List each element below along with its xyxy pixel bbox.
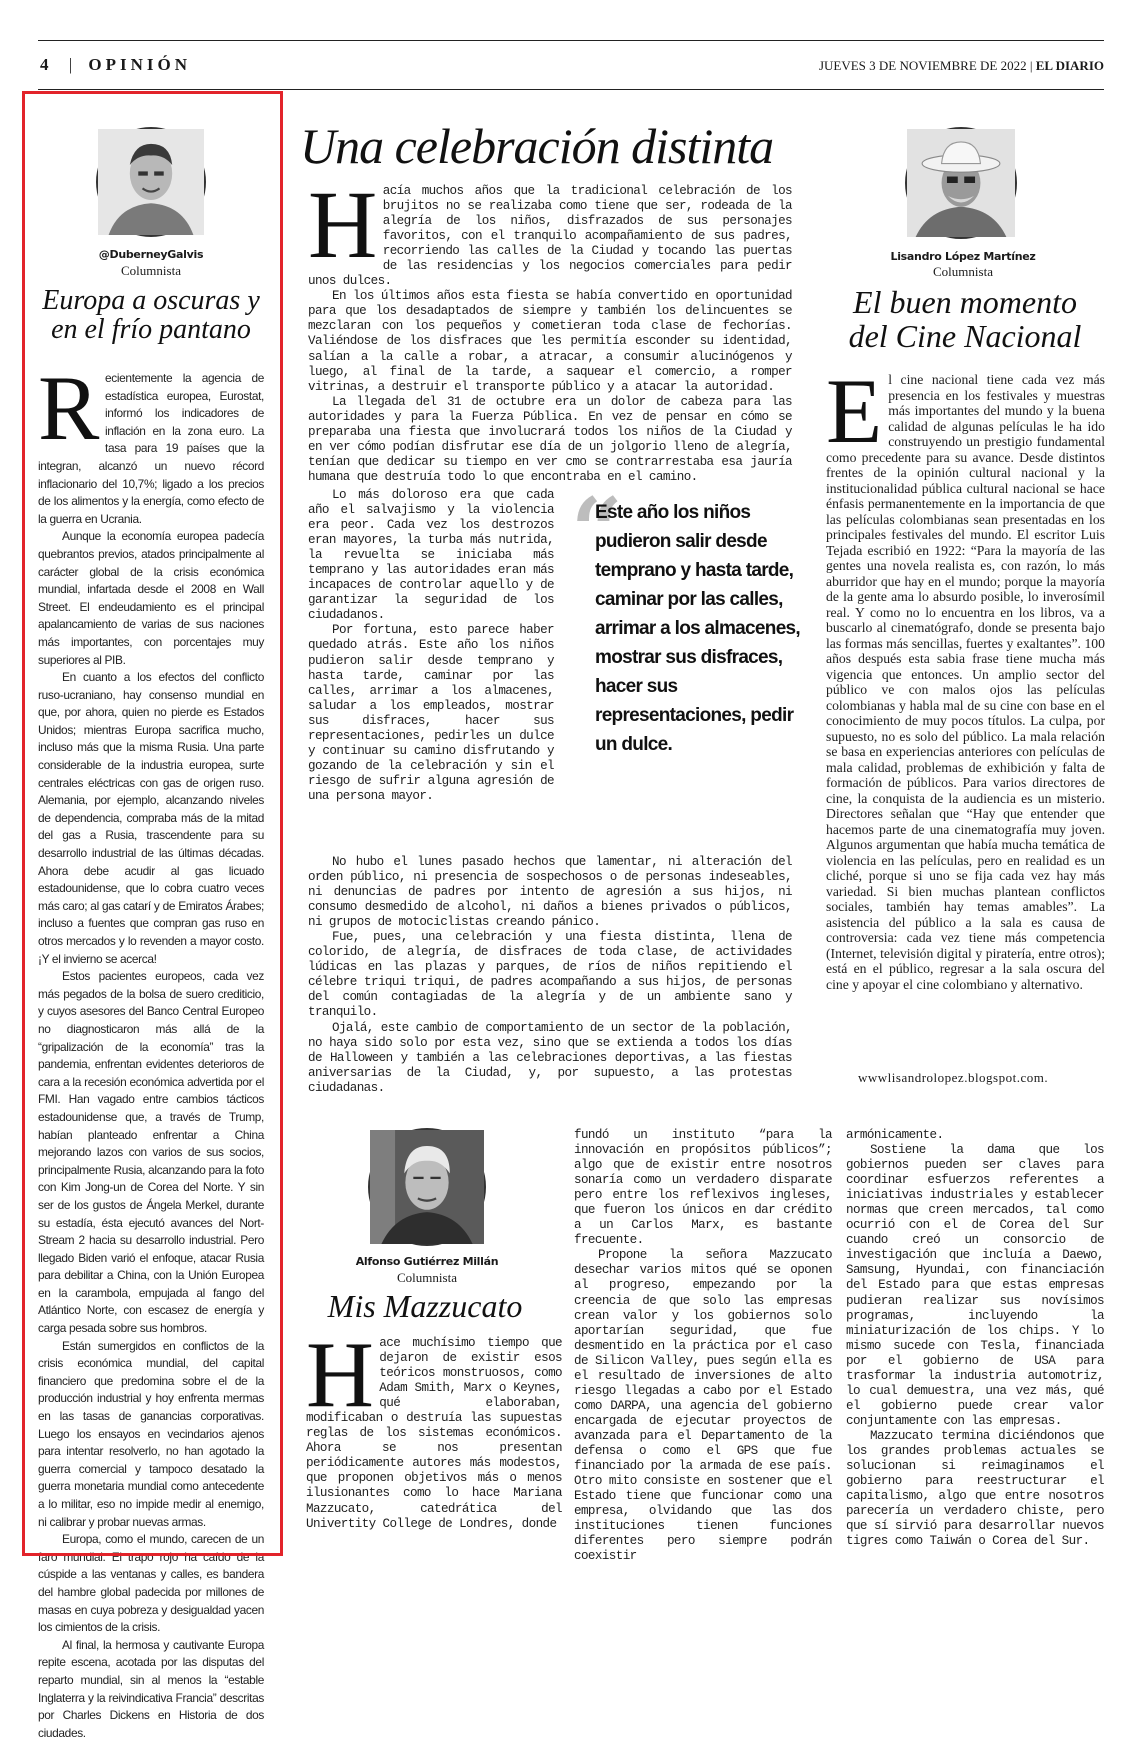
dropcap-e: E — [826, 360, 883, 462]
byline-author: Alfonso Gutiérrez Millán — [355, 1255, 499, 1268]
paragraph: Estos pacientes europeos, cada vez más pegados de la bolsa de suero crediticio, y cuyos asesores del Banco Central Europeo no diagnosticaron más allá de la “gripalización de la economía” tras la pandemia, enfrentan evidentes deterioros de cara a la recesión económica advertida por el FMI. Han vagado entre cambios tácticos estadounidense que, a través de Trump, habían planteado enfrentar a China mejorando lazos con varios de sus socios, principalmente Rusia, alcanzando para la foto con Kim Jong-un de Corea del Norte. Y sin ser de los gustos de Ángela Merkel, durante su estadía, ésta ejecutó avances del Nort-Stream 2 hacia su desarrollo industrial. Pero llegado Biden varió el enfoque, atacar Rusia para debilitar a China, con la Unión Europea en la carambola, empujada al fango del Atlántico Norte, con escasez de energía y carga pesada sobre sus hombros. — [38, 969, 264, 1336]
byline-role: Columnista — [933, 264, 993, 279]
portrait-older-man-icon — [370, 1130, 484, 1244]
paragraph: En cuanto a los efectos del conflicto ruso-ucraniano, hay consenso mundial en que, por ahora, quien no pierde es Estados Unidos; mientras Europa sacrifica mucho, incluso más que la misma Rusia. Una parte considerable de la industria europea, surte centrales eléctricas con gas de origen ruso. Alemania, por ejemplo, alcanzando niveles de dependencia, compraba más de la mitad del gas a Rusia, trascendente para su desarrollo industrial de las últimas décadas. Ahora debe acudir al gas licuado estadounidense, que lo cobra cuatro veces más caro; al gas catarí y de Emiratos Árabes; incluso a fuentes que compran gas ruso en otros mercados y lo revenden a mayor costo. ¡Y el invierno se acerca! — [38, 670, 264, 966]
page-section-label — [40, 55, 191, 75]
paragraph: armónicamente. — [846, 1128, 944, 1142]
article-body-mazzucato-col1 — [306, 1323, 562, 1558]
paragraph: Fue, pues, una celebración y una fiesta distinta, llena de colorido, de alegría, de disfraces de toda clase, de actividades lúdicas en las plazas y parques, de ríos de niños repitiendo el célebre triqui triqui, de padres acompañando a sus hijos, de personas del común contagiadas de la alegría y de un ambiente sano y tranquilo. — [308, 930, 792, 1020]
paragraph: La llegada del 31 de octubre era un dolor de cabeza para las autoridades y para la Fuerza Pública. En vez de pensar en cómo se preparaba una fiesta que involucrará todos los niños de la Ciudad y en ver cómo podían disfrutar ese día de un jolgorio lleno de alegría, tenían que dedicar su tiempo en ver cmo se contrarrestaba esa jauría humana que destruía todo lo que encontraba en el camino. — [308, 394, 792, 484]
article-body-celebracion-bottom — [308, 855, 792, 1093]
byline-author: @DuberneyGalvis — [98, 248, 204, 261]
byline-role: Columnista — [397, 1270, 457, 1285]
dropcap-h: H — [308, 171, 377, 278]
paragraph: Ojalá, este cambio de comportamiento de un sector de la población, no haya sido solo por esta vez, sino que se extienda a todos los días de Halloween y también a las celebraciones deportivas, a las fiestas aniversarias de la Ciudad, y, por supuesto, a las protestas ciudadanas. — [308, 1020, 792, 1095]
paragraph: ecientemente la agencia de estadística europea, Eurostat, informó los indicadores de inflación en la zona euro. La tasa para 19 países que la integran, alcanzó un nuevo récord inflacionario del 10,7%; ligado a los precios de los alimentos y la energía, como efecto de la guerra en Ucrania. — [38, 371, 264, 526]
paragraph: Propone la señora Mazzucato desechar varios mitos qué se oponen al progreso, empezando por la creencia de que solo las empresas crean valor y los gobiernos solo aportarían seguridad, que fue desmentido en la práctica por el caso de Silicon Valley, pues según ella es el resultado de inversiones de alto riesgo llegadas a cabo por el Estado como DARPA, una agencia del gobierno encargada de ejecutar proyectos de avanzada para el Departamento de la defensa o como el GPS que fue financiado por la armada de ese país. Otro mito consiste en sostener que el Estado tiene que funcionar como una empresa, olvidando que las dos instituciones tienen funciones diferentes pero siempre podrán coexistir — [574, 1248, 832, 1564]
newspaper-name: EL DIARIO — [1035, 58, 1104, 73]
header-separator: | — [68, 55, 73, 74]
paragraph: Europa, como el mundo, carecen de un faro mundial. El trapo rojo ha caído de la cúspide a las ventanas y calles, es bandera del hambre global padecida por millones de masas en cuya pobreza y desigualdad yacen los cimientos de la crisis. — [38, 1532, 264, 1635]
paragraph: Están sumergidos en conflictos de la crisis económica mundial, del capital financiero que predomina sobre el de la producción industrial y hoy enfrenta mermas en las tasas de ganancias corporativas. Luego los ensayos en vecindarios ajenos para intentar resolverlo, no han agotado la guerra comercial y tampoco desatado la guerra monetaria mundial como antecedente a lo militar, eso no impide medir al enemigo, ni calibrar y probar nuevas armas. — [38, 1338, 264, 1529]
section-name: OPINIÓN — [88, 55, 192, 74]
paragraph: No hubo el lunes pasado hechos que lamentar, ni alteración del orden público, ni presencia de sospechosos o de personas indeseables, ni denuncias de padres por intento de agresión a sus hijos, ni consumo desmedido de alcohol, ni daños a bienes privados o públicos, ni grupos de motociclistas creando pánico. — [308, 855, 792, 930]
pull-quote — [565, 478, 810, 792]
article-body-mazzucato-col3 — [846, 1128, 1104, 1558]
quote-mark-icon: “ — [571, 478, 623, 584]
paragraph: Al final, la hermosa y cautivante Europa repite escena, acotada por las disputas del reparto mundial, sin al menos la “estable Inglaterra y la reivindicativa Francia” descritas por Charles Dickens en Historia de dos ciudades. — [38, 1637, 264, 1740]
byline-author: Lisandro López Martínez — [890, 250, 1036, 263]
page-header — [38, 40, 1104, 90]
article-body-celebracion-narrow — [308, 488, 554, 826]
paragraph: l cine nacional tiene cada vez más presencia en los festivales y muestras más importantes del mundo y la buena calidad de algunas películas le ha ido construyendo un prestigio fundamental como precedente para su avance. Desde distintos frentes de la opinión cultural nacional y la institucionalidad pública cultural nacional se hace énfasis permanentemente en la importancia de que las películas colombianas sean presentadas en los principales festivales del mundo. El escritor Luis Tejada escribió en 1922: “Para la mayoría de las gentes una novela realista es, con razón, lo más aburridor que hay en el mundo; porque la mayoría de la gente ama lo absurdo posible, lo inverosímil real. Y como no lo encuentra en los libros, va a buscarlo al cinematógrafo, donde se presenta bajo las formas más sencillas, fuertes y exaltantes”. 100 años después esta sabia frase tiene mucha más vigencia que entonces. Un amplio sector del público ve con malos ojos las películas colombianas y habla mal de su cine con base en el conocimiento de muy pocos títulos. La culpa, por supuesto, no es solo del público. La mala relación se basa en experiencias anteriores con películas de mala calidad, problemas de exhibición y falta de formación de públicos. Para varios directores de cine, la conquista de la audiencia es un misterio. Directores señalan que “Hay que entender que hacemos parte de una cinematografía muy joven. Algunos argumentan que había mucha temática de violencia en las películas, pero en realidad es un cliché, porque si uno se fija cada vez hay más variedad. Si bien muchas plantean conflictos sociales, también hay temas amables”. La asistencia del público a la sala es causa de controversia: cada vez tiene más competencia (Internet, televisión digital y piratería, entre otros); está en el público, regresar a la sala oscura del cine y apoyar el cine colombiano y alternativo. — [826, 372, 1105, 992]
selection-highlight-frame — [22, 91, 283, 1556]
article-body-cine — [826, 360, 1105, 1067]
paragraph: ace muchísimo tiempo que dejaron de existir esos teóricos monstruosos, como Adam Smith, Marx o Keynes, qué elaboraban, modificaban o destruía las supuestas reglas de los sistemas económicos. Ahora se nos presentan periódicamente autores más modestos, que proponen objetivos más o menos ilusionantes como lo hace Mariana Mazzucato, catedrática del Univertity College de Londres, donde — [306, 1336, 562, 1531]
avatar-alfonso-gutierrez — [368, 1128, 486, 1246]
article-title-europa: Europa a oscuras y en el frío pantano — [42, 285, 260, 346]
article-title-mazzucato: Mis Mazzucato — [327, 1288, 523, 1324]
date-separator: | — [1029, 58, 1033, 73]
paragraph: Por fortuna, esto parece haber quedado atrás. Este año los niños pudieron salir desde temprano y hasta tarde, caminar por las calles, arrimar a los almacenes, saludar a los empleados, mostrar sus disfraces, hacer sus representaciones, pedirles un dulce y continuar su camino disfrutando y gozando de la celebración y sin el riesgo de sufrir alguna agresión de una persona mayor. — [308, 623, 554, 803]
avatar-lisandro-lopez — [905, 127, 1017, 239]
paragraph: Sostiene la dama que los gobiernos pueden ser claves para coordinar esfuerzos referentes a iniciativas industriales y establecer normas que creen mercados, tal como ocurrió con el de Corea del Sur cuando creó un consorcio de investigación que incluía a Daewo, Samsung, Hyundai, con financiación del Estado para que estas empresas pudieran realizar sus novísimos programas, incluyendo la miniaturización de los chips. Y lo mismo sucede con Tesla, financiada por el gobierno de USA para trasformar la industria automotriz, lo cual demuestra, una vez más, qué el gobierno puede crear valor conjuntamente con las empresas. — [846, 1143, 1104, 1428]
article-title-cine: El buen momento del Cine Nacional — [848, 284, 1082, 354]
paragraph: fundó un instituto “para la innovación en propósitos públicos”; algo que de existir entre nosotros sonaría como un verdadero disparate pero entre los reflexivos ingleses, que fueron los únicos en dar crédito a un Carlos Marx, es bastante frecuente. — [574, 1128, 832, 1248]
byline-role: Columnista — [121, 263, 181, 278]
portrait-man-hat-icon — [907, 129, 1015, 237]
author-blog-link[interactable]: wwwlisandrolopez.blogspot.com. — [858, 1070, 1049, 1085]
page-number: 4 — [40, 55, 53, 74]
article-title-celebracion: Una celebración distinta — [300, 118, 774, 174]
issue-date: JUEVES 3 DE NOVIEMBRE DE 2022 — [818, 58, 1027, 73]
paragraph: Mazzucato termina diciéndonos que los grandes problemas actuales se solucionan si reimaginamos el gobierno para reestructurar el capitalismo, algo que entre nosotros parecería un verdadero chiste, pero que sí sirvió para desarrollar nuevos tigres como Taiwán o Corea del Sur. — [846, 1428, 1104, 1549]
article-body-celebracion-top — [308, 171, 792, 484]
paragraph: acía muchos años que la tradicional celebración de los brujitos no se realizaba como tiene que ser, rodeada de la alegría de los niños, disfrazados de sus personajes favoritos, con el tranquilo acompañamiento de sus padres, recorriendo las calles de la Ciudad y tocando las puertas de las residencias y los negocios comerciales para pedir unos dulces. — [308, 184, 792, 289]
article-body-mazzucato-col2 — [574, 1128, 832, 1564]
pull-quote-text: Este año los niños pudieron salir desde temprano y hasta tarde, caminar por las calles, arrimar a los almacenes, mostrar sus disfraces, hacer sus representaciones, pedir un dulce. — [595, 502, 801, 755]
paragraph: Lo más doloroso era que cada año el salvajismo y la violencia era peor. Cada vez los destrozos eran mayores, la turba más nutrida, la revuelta se iniciaba más temprano y las autoridades eran más incapaces de controlar aquello y de garantizar la seguridad de los ciudadanos. — [308, 488, 554, 623]
paragraph: En los últimos años esta fiesta se había convertido en oportunidad para que los desadaptados de siempre y también los delincuentes se mezclaran con los pequeños y cometieran toda clase de fechorías. Valiéndose de los disfraces que les permitía esconder su identidad, salían a la calle a robar, a atracar, a consumir alucinógenos y luego, al final de la tarde, a saquear el comercio, a romper vitrinas, a destruir el transporte público y a atacar la autoridad. — [308, 289, 792, 394]
dropcap-h-bottom: H — [306, 1323, 374, 1427]
paragraph: Aunque la economía europea padecía quebrantos previos, atados principalmente al carácter global de la crisis económica mundial, infartada desde el 2008 en Wall Street. El endeudamiento es el principal apalancamiento de varias de sus naciones más importantes, con porcentajes muy superiores al PIB. — [38, 529, 264, 667]
header-date-line — [819, 58, 1104, 74]
dropcap-r: R — [38, 357, 100, 459]
